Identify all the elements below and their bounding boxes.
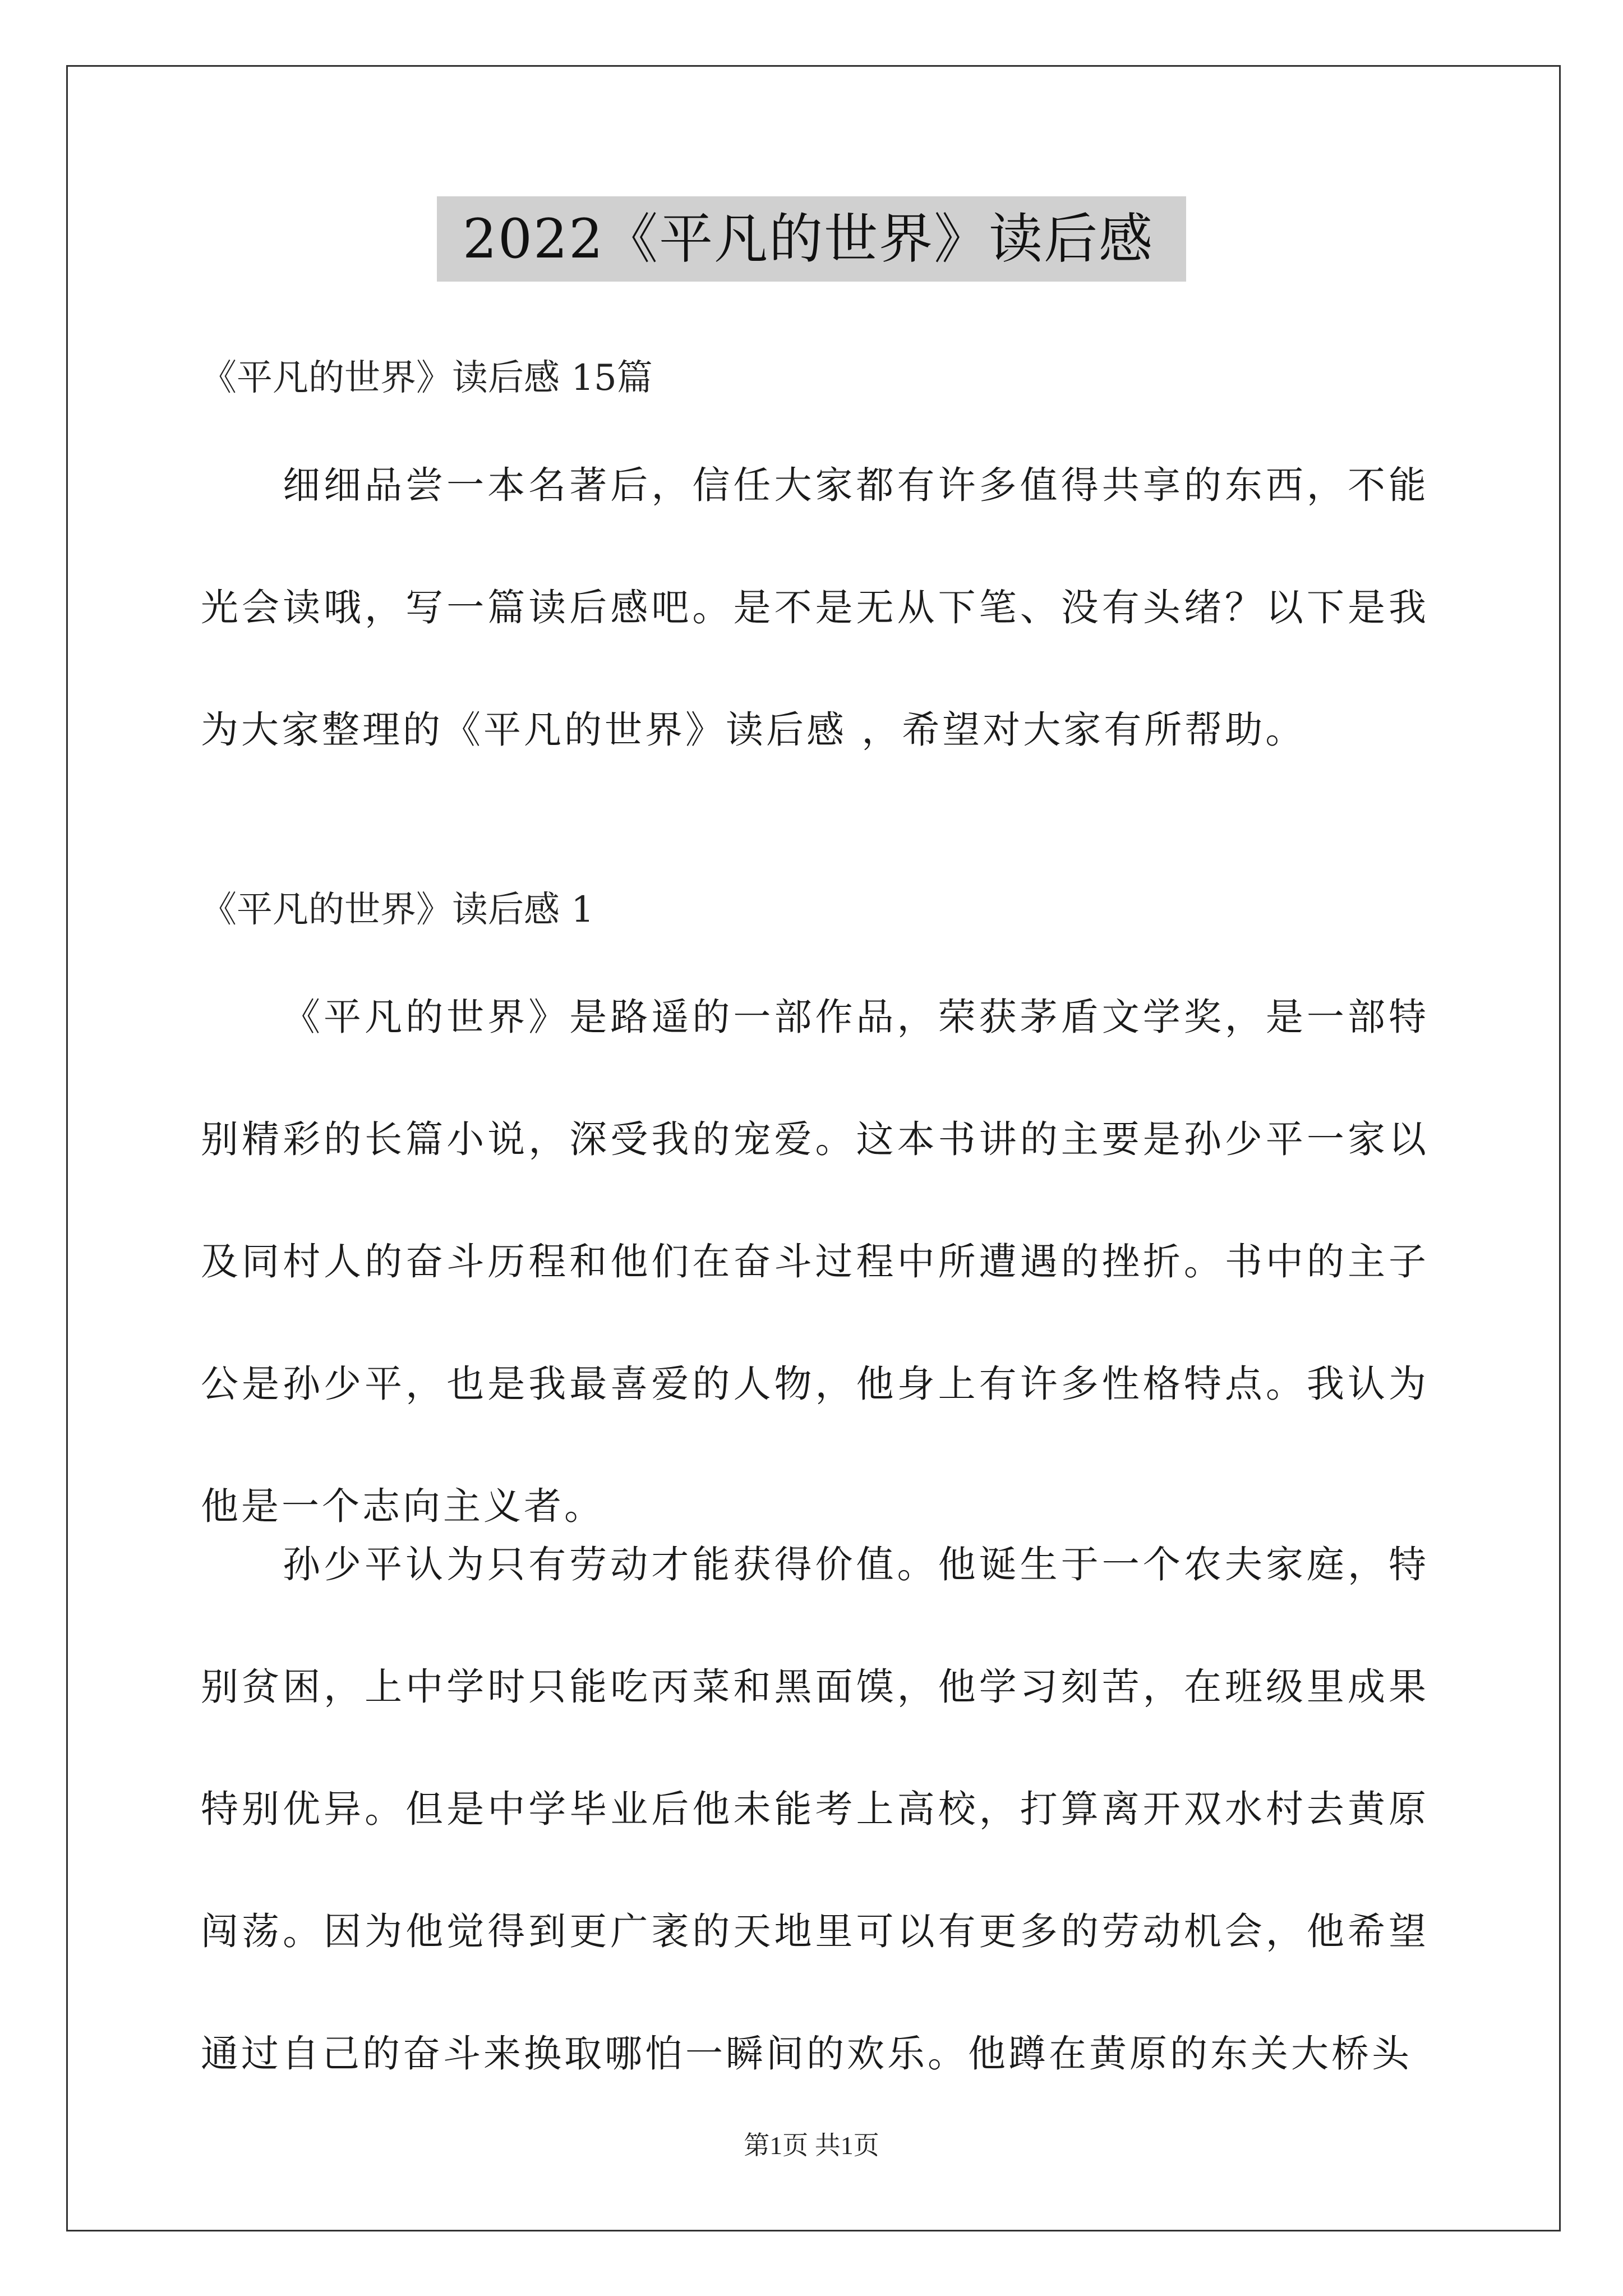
document-title: 2022《平凡的世界》读后感: [437, 196, 1186, 282]
page-footer: 第1页 共1页: [744, 2131, 879, 2160]
body-paragraph-1: 《平凡的世界》是路遥的一部作品，荣获茅盾文学奖，是一部特别精彩的长篇小说，深受我的宠爱。这本书讲的主要是孙少平一家以及同村人的奋斗历程和他们在奋斗过程中所遭遇的挫折。书中的主子公是孙少平，也是我最喜爱的人物，他身上有许多性格特点。我认为他是一个志向主义者。: [201, 995, 1429, 1528]
body-paragraph-2: 孙少平认为只有劳动才能获得价值。他诞生于一个农夫家庭，特别贫困，上中学时只能吃丙菜和黑面馍，他学习刻苦，在班级里成果特别优异。但是中学毕业后他未能考上高校，打算离开双水村去黄原闯荡。因为他觉得到更广袤的天地里可以有更多的劳动机会，他希望通过自己的奋斗来换取哪怕一瞬间的欢乐。他蹲在黄原的东关大桥头: [201, 1543, 1429, 2076]
title-container: [0, 196, 1623, 282]
intro-paragraph: 细细品尝一本名著后，信任大家都有许多值得共享的东西，不能光会读哦，写一篇读后感吧。是不是无从下笔、没有头绪？以下是我为大家整理的《平凡的世界》读后感 ，希望对大家有所帮助。: [201, 463, 1429, 752]
document-subtitle: 《平凡的世界》读后感 15篇: [201, 357, 653, 399]
section-heading: 《平凡的世界》读后感 1: [201, 889, 594, 931]
